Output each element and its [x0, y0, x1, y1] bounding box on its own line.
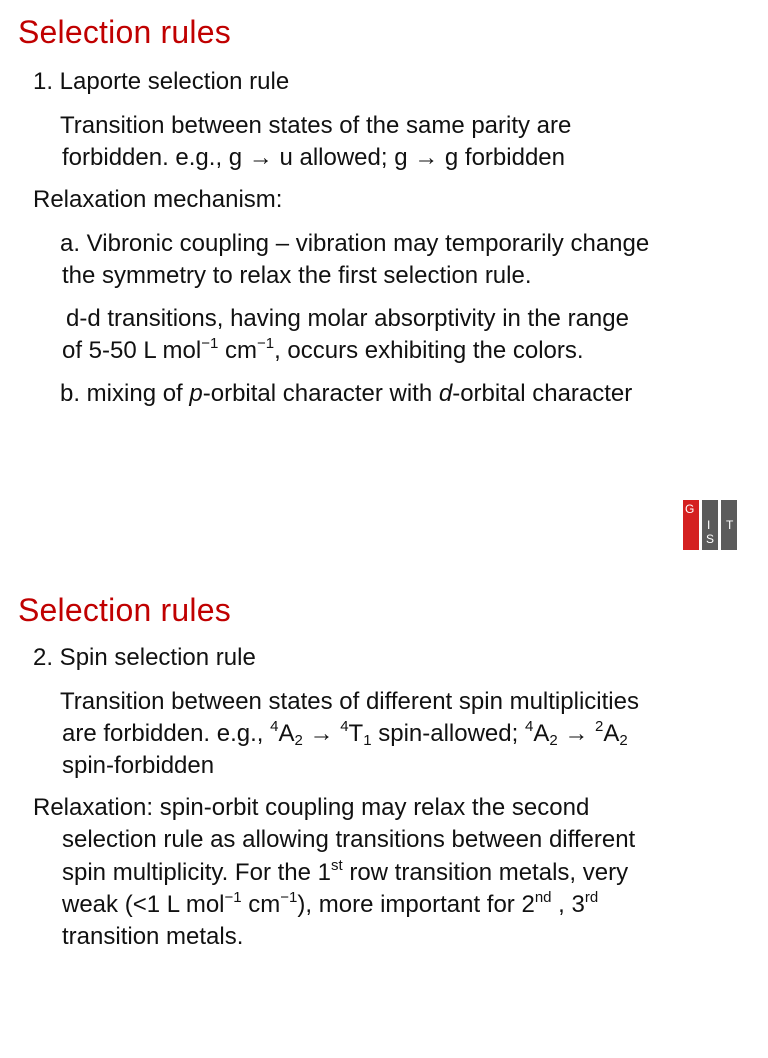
superscript: 4: [340, 718, 349, 735]
laporte-desc-line-2: [62, 142, 565, 174]
spin-desc-text: spin-allowed;: [371, 720, 525, 747]
ordinal: rd: [584, 889, 599, 906]
logo-letter-s: S: [706, 532, 715, 546]
relaxation-line-1: Relaxation: spin-orbit coupling may relax the second: [33, 794, 590, 821]
exponent: −1: [224, 889, 242, 906]
relax-text: weak (<1 L mol: [62, 891, 225, 918]
exponent: −1: [201, 335, 219, 352]
gist-logo: [683, 500, 737, 550]
term-symbol: T: [348, 720, 364, 747]
spin-desc-line-2: [62, 718, 628, 750]
mixing-line: [60, 378, 632, 410]
relaxation-line-4: [62, 889, 598, 921]
dd-line-1: d-d transitions, having molar absorptivity in the range: [66, 305, 629, 332]
superscript: 4: [524, 718, 534, 735]
term-symbol: A: [603, 720, 620, 747]
arrow-icon: →: [309, 720, 334, 747]
relaxation-heading: Relaxation mechanism:: [33, 186, 283, 213]
spin-rule-heading: 2. Spin selection rule: [33, 644, 256, 671]
relaxation-line-2: selection rule as allowing transitions between different: [62, 826, 636, 853]
subscript: 2: [619, 732, 628, 749]
laporte-desc-line-1: Transition between states of the same parity are: [60, 112, 572, 139]
vibronic-line-1: a. Vibronic coupling – vibration may temporarily change: [60, 230, 650, 257]
exponent: −1: [256, 335, 275, 352]
dd-text: cm: [218, 337, 257, 364]
p-orbital: p: [189, 380, 203, 407]
dd-text: , occurs exhibiting the colors.: [274, 337, 584, 364]
dd-text: of 5-50 L mol: [62, 337, 202, 364]
subscript: 1: [363, 732, 372, 749]
logo-letter-i: I: [707, 518, 711, 532]
relax-text: cm: [241, 891, 281, 918]
relax-text: row transition metals, very: [342, 859, 629, 886]
logo-letter-t: T: [726, 518, 734, 532]
mixing-text: -orbital character with: [202, 380, 439, 407]
term-symbol: A: [278, 720, 295, 747]
relax-text: spin multiplicity. For the 1: [62, 859, 331, 886]
vibronic-line-2: the symmetry to relax the first selection rule.: [62, 262, 532, 289]
logo-letter-g: G: [685, 502, 695, 516]
relax-text: ), more important for 2: [297, 891, 535, 918]
slide-2-title: Selection rules: [18, 592, 231, 628]
superscript: 2: [595, 718, 604, 735]
d-orbital: d: [438, 380, 453, 407]
subscript: 2: [549, 732, 558, 749]
slide-2: [0, 578, 768, 1058]
term-symbol: A: [533, 720, 550, 747]
mixing-text: -orbital character: [452, 380, 633, 407]
relax-text: , 3: [551, 891, 585, 918]
arrow-icon: →: [248, 144, 273, 171]
ordinal: st: [330, 857, 343, 874]
relaxation-line-3: [62, 857, 628, 889]
arrow-icon: →: [414, 144, 439, 171]
laporte-desc-text: forbidden. e.g., g: [62, 144, 249, 171]
arrow-icon: →: [564, 720, 589, 747]
mixing-text: b. mixing of: [60, 380, 190, 407]
laporte-rule-heading: 1. Laporte selection rule: [33, 68, 290, 95]
slide-1: [0, 0, 768, 480]
ordinal: nd: [534, 889, 552, 906]
dd-line-2: [62, 335, 584, 367]
spin-desc-text: are forbidden. e.g.,: [62, 720, 271, 747]
superscript: 4: [270, 718, 279, 735]
relaxation-line-5: transition metals.: [62, 923, 244, 950]
laporte-desc-text: g forbidden: [438, 144, 565, 171]
slide-1-title: Selection rules: [18, 14, 231, 50]
spin-desc-line-1: Transition between states of different spin multiplicities: [60, 688, 639, 715]
laporte-desc-text: u allowed; g: [272, 144, 415, 171]
spin-desc-line-3: spin-forbidden: [62, 752, 215, 779]
subscript: 2: [294, 732, 303, 749]
exponent: −1: [280, 889, 298, 906]
